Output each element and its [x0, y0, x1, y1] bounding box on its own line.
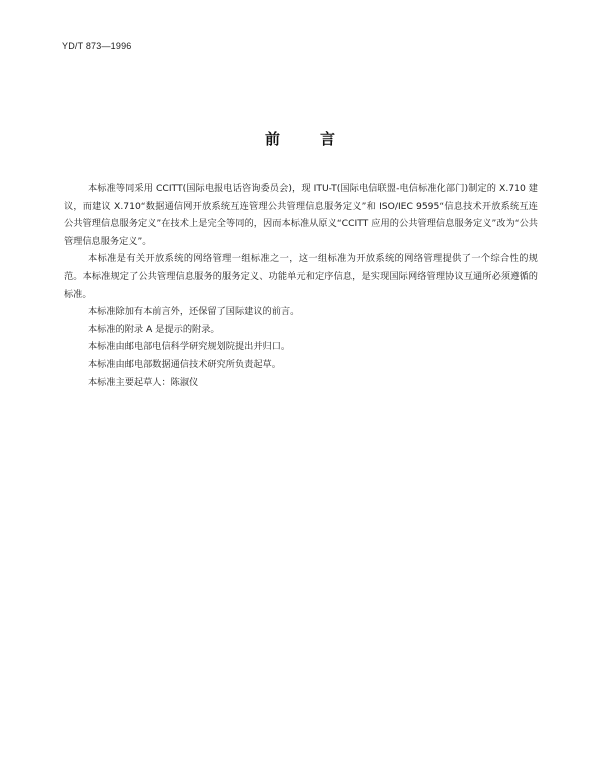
foreword-body [64, 180, 538, 391]
page-title: 前言 [264, 130, 375, 148]
document-code: YD/T 873—1996 [62, 41, 132, 51]
paragraph: 本标准除加有本前言外，还保留了国际建议的前言。 [88, 306, 300, 318]
paragraph: 本标准是有关开放系统的网络管理一组标准之一，这一组标准为开放系统的网络管理提供了一个综合性的规范。本标准规定了公共管理信息服务的服务定义、功能单元和定序信息，是实现国际网络管理协议互通所必须遵循的标准。 [64, 253, 538, 300]
paragraph: 本标准由邮电部数据通信技术研究所负责起草。 [88, 358, 281, 370]
paragraph: 本标准的附录 A 是提示的附录。 [88, 323, 220, 335]
paragraph: 本标准主要起草人：陈淑仪 [88, 376, 199, 388]
paragraph: 本标准等同采用 CCITT(国际电报电话咨询委员会)，现 ITU-T(国际电信联盟-电信标准化部门)制定的 X.710 建议，而建议 X.710“数据通信网开放系统互连管理公共管理信息服务定义”和 ISO/IEC 9595“信息技术开放系统互连公共管理信息服务定义”在技术上是完全等同的，因而本标准从原义“CCITT 应用的公共管理信息服务定义”改为“公共管理信息服务定义”。 [64, 183, 538, 247]
paragraph: 本标准由邮电部电信科学研究规划院提出并归口。 [88, 341, 291, 353]
